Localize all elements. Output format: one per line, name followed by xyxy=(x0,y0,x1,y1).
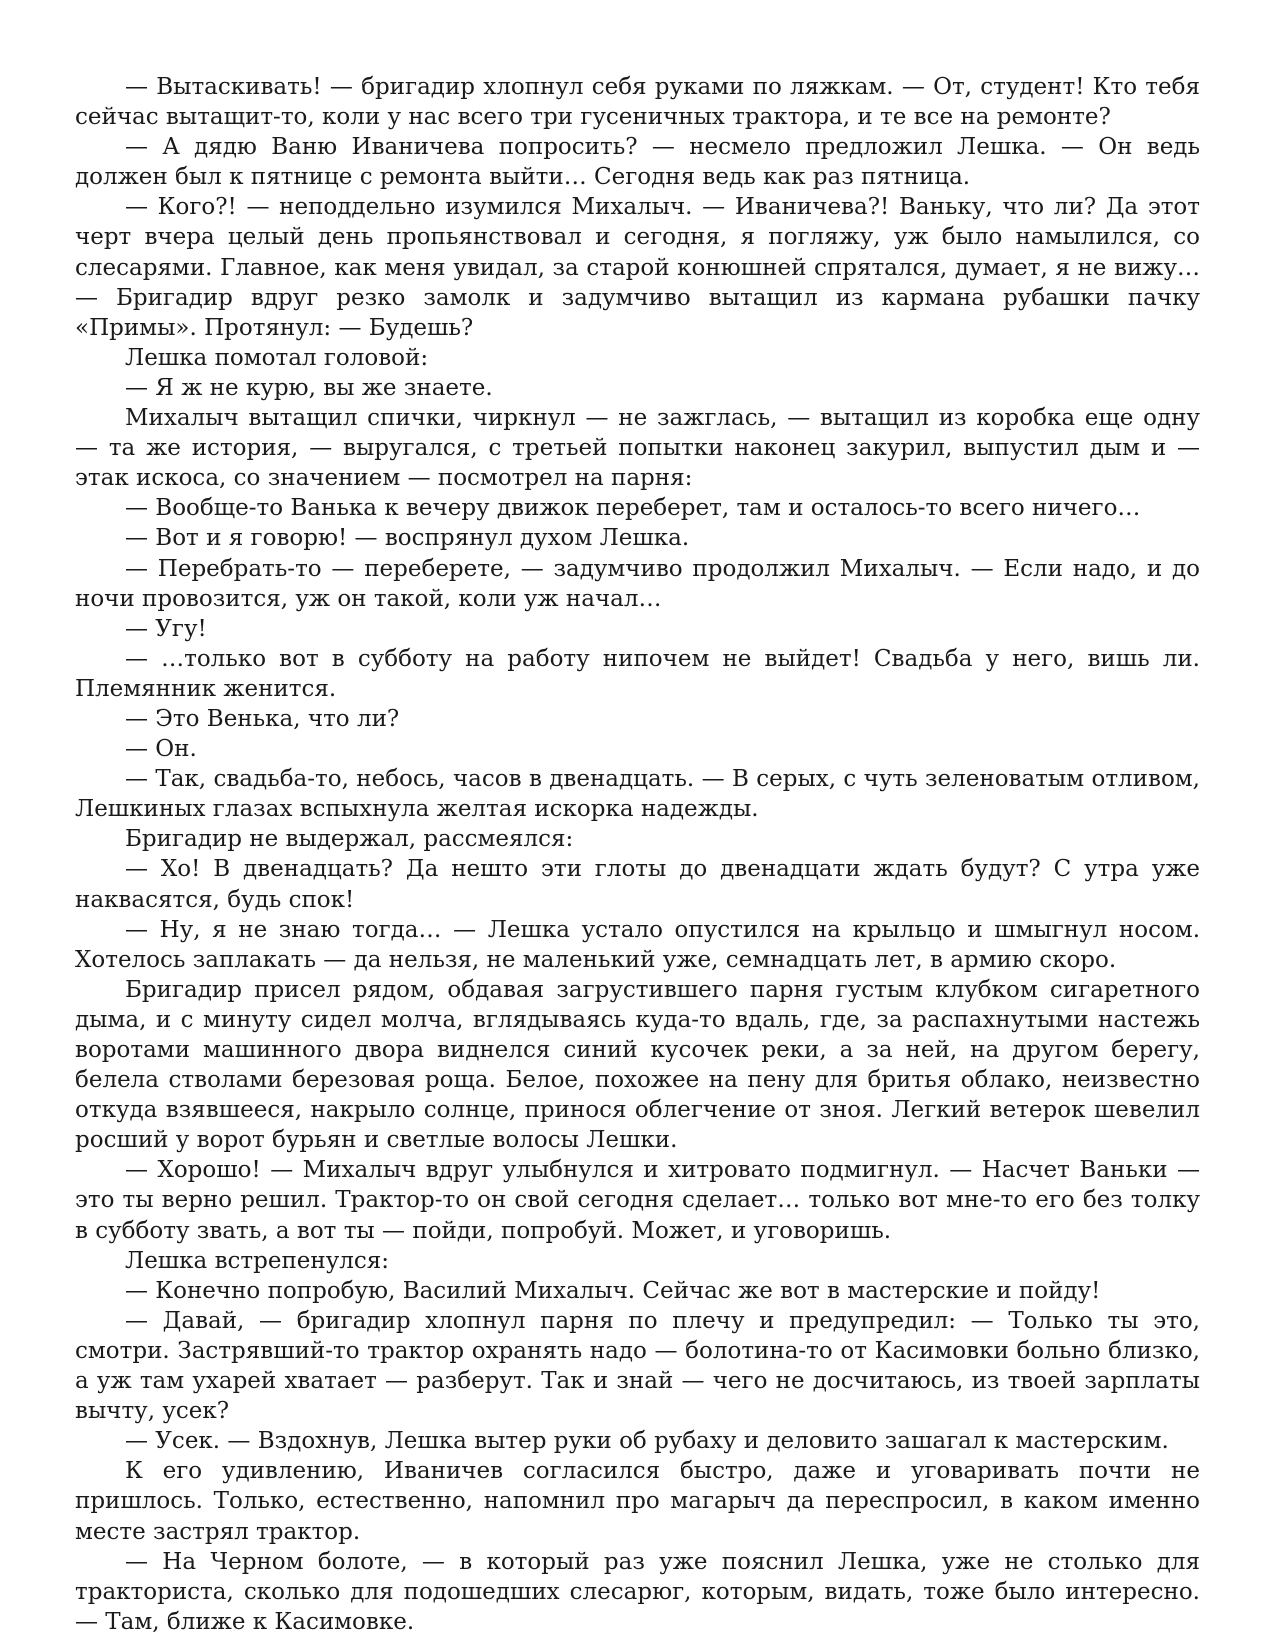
paragraph: — Перебрать-то — переберете, — задумчиво продолжил Михалыч. — Если надо, и до ночи провозится, уж он такой, коли уж начал… xyxy=(75,555,1200,612)
paragraph: — Хо! В двенадцать? Да нешто эти глоты до двенадцати ждать будут? С утра уже наквасятся, будь спок! xyxy=(75,856,1200,913)
paragraph: Лешка встрепенулся: xyxy=(125,1247,390,1274)
paragraph: — Усек. — Вздохнув, Лешка вытер руки об рубаху и деловито зашагал к мастерским. xyxy=(125,1428,1169,1455)
paragraph: — Хорошо! — Михалыч вдруг улыбнулся и хитровато подмигнул. — Насчет Ваньки — это ты верно решил. Трактор-то он свой сегодня сделает… только вот мне-то его без толку в субботу звать, а вот ты — пойди, попробуй. Может, и уговоришь. xyxy=(75,1157,1200,1244)
paragraph: — Ну, я не знаю тогда… — Лешка устало опустился на крыльцо и шмыгнул носом. Хотелось заплакать — да нельзя, не маленький уже, семнадцать лет, в армию скоро. xyxy=(75,916,1200,973)
paragraph: — Конечно попробую, Василий Михалыч. Сейчас же вот в мастерские и пойду! xyxy=(125,1277,1101,1304)
paragraph: — …только вот в субботу на работу нипочем не выйдет! Свадьба у него, вишь ли. Племянник женится. xyxy=(75,645,1200,702)
paragraph: К его удивлению, Иваничев согласился быстро, даже и уговаривать почти не пришлось. Только, естественно, напомнил про магарыч да переспросил, в каком именно месте застрял трактор. xyxy=(75,1458,1200,1545)
paragraph: — Я ж не курю, вы же знаете. xyxy=(125,374,493,401)
paragraph: — Вот и я говорю! — воспрянул духом Лешка. xyxy=(125,525,690,552)
paragraph: — Угу! xyxy=(125,615,207,642)
paragraph: Лешка помотал головой: xyxy=(125,344,429,371)
page-body xyxy=(75,72,1200,1637)
paragraph: — Он. xyxy=(125,736,197,763)
paragraph: — Давай, — бригадир хлопнул парня по плечу и предупредил: — Только ты это, смотри. Застрявший-то трактор охранять надо — болотина-то от Касимовки больно близко, а уж там ухарей хватает — разберут. Так и знай — чего не досчитаюсь, из твоей зарплаты вычту, усек? xyxy=(75,1307,1200,1425)
paragraph: — Так, свадьба-то, небось, часов в двенадцать. — В серых, с чуть зеленоватым отливом, Лешкиных глазах вспыхнула желтая искорка надежды. xyxy=(75,766,1200,823)
paragraph: — На Черном болоте, — в который раз уже пояснил Лешка, уже не столько для тракториста, сколько для подошедших слесарюг, которым, видать, тоже было интересно. — Там, ближе к Касимовке. xyxy=(75,1548,1200,1635)
paragraph: — Кого?! — неподдельно изумился Михалыч. — Иваничева?! Ваньку, что ли? Да этот черт вчера целый день пропьянствовал и сегодня, я погляжу, уж было намылился, со слесарями. Главное, как меня увидал, за старой конюшней спрятался, думает, я не вижу… — Бригадир вдруг резко замолк и задумчиво вытащил из кармана рубашки пачку «Примы». Протянул: — Будешь? xyxy=(75,194,1200,341)
paragraph: Михалыч вытащил спички, чиркнул — не зажглась, — вытащил из коробка еще одну — та же история, — выругался, с третьей попытки наконец закурил, выпустил дым и — этак искоса, со значением — посмотрел на парня: xyxy=(75,405,1200,492)
paragraph: — Вообще-то Ванька к вечеру движок переберет, там и осталось-то всего ничего… xyxy=(125,495,1141,522)
paragraph: Бригадир присел рядом, обдавая загрустившего парня густым клубком сигаретного дыма, и с минуту сидел молча, вглядываясь куда-то вдаль, где, за распахнутыми настежь воротами машинного двора виднелся синий кусочек реки, а за ней, на другом берегу, белела стволами березовая роща. Белое, похожее на пену для бритья облако, неизвестно откуда взявшееся, накрыло солнце, принося облегчение от зноя. Легкий ветерок шевелил росший у ворот бурьян и светлые волосы Лешки. xyxy=(75,976,1200,1154)
paragraph: Бригадир не выдержал, рассмеялся: xyxy=(125,826,574,853)
paragraph: — Вытаскивать! — бригадир хлопнул себя руками по ляжкам. — От, студент! Кто тебя сейчас вытащит-то, коли у нас всего три гусеничных трактора, и те все на ремонте? xyxy=(75,74,1200,131)
paragraph: — Это Венька, что ли? xyxy=(125,705,400,732)
paragraph: — А дядю Ваню Иваничева попросить? — несмело предложил Лешка. — Он ведь должен был к пятнице с ремонта выйти… Сегодня ведь как раз пятница. xyxy=(75,134,1200,191)
